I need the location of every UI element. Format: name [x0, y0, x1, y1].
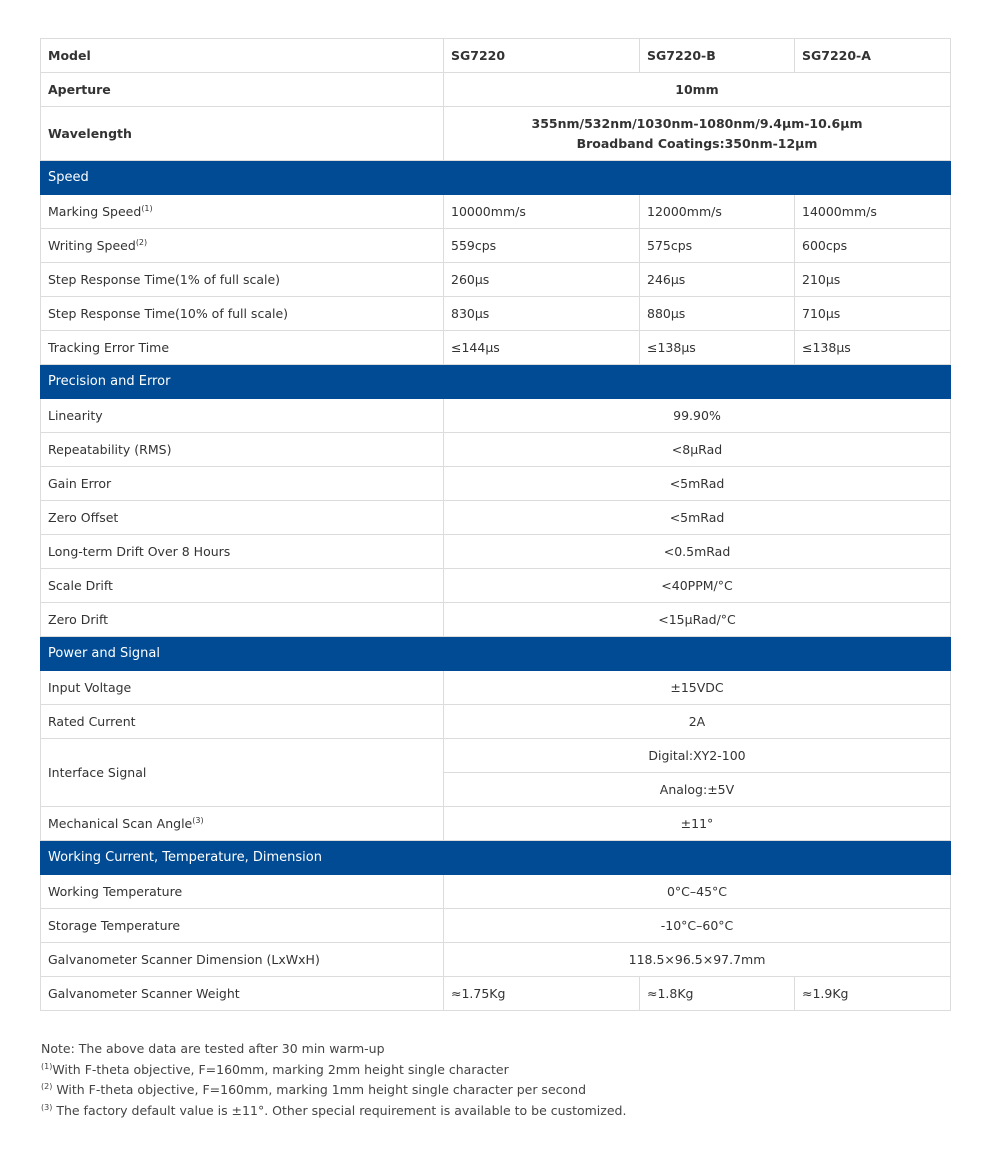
- repeatability-value: <8μRad: [444, 433, 951, 467]
- table-row: [41, 909, 951, 943]
- note-line: Note: The above data are tested after 30 min warm-up: [41, 1041, 385, 1056]
- step-response-1-sg7220-b: 246μs: [640, 263, 795, 297]
- scan-angle-value: ±11°: [444, 807, 951, 841]
- storage-temperature-label: Storage Temperature: [41, 909, 444, 943]
- marking-speed-label: Marking Speed$^{(1)}$: [41, 195, 444, 229]
- rated-current-label: Rated Current: [41, 705, 444, 739]
- footnote-2: $^{(2)}$ With F-theta objective, F=160mm, marking 1mm height single character per second: [41, 1081, 587, 1097]
- scanner-weight-sg7220: ≈1.75Kg: [444, 977, 640, 1011]
- wavelength-value: [444, 107, 951, 161]
- model-sg7220: SG7220: [444, 39, 640, 73]
- table-row: [41, 535, 951, 569]
- footnote-ref-3: (3): [192, 815, 204, 825]
- zero-drift-label: Zero Drift: [41, 603, 444, 637]
- table-row: [41, 875, 951, 909]
- writing-speed-sg7220-b: 575cps: [640, 229, 795, 263]
- section-precision: [41, 365, 951, 399]
- scan-angle-label: Mechanical Scan Angle$^{(3)}$: [41, 807, 444, 841]
- footnote-ref-2: (2): [135, 237, 148, 247]
- interface-digital-value: Digital:XY2-100: [444, 739, 951, 773]
- table-row: [41, 263, 951, 297]
- tracking-error-sg7220-b: ≤138μs: [640, 331, 795, 365]
- zero-offset-value: <5mRad: [444, 501, 951, 535]
- aperture-row: [41, 73, 951, 107]
- scanner-dimension-value: 118.5×96.5×97.7mm: [444, 943, 951, 977]
- step-response-1-label: Step Response Time(1% of full scale): [41, 263, 444, 297]
- interface-analog-value: Analog:±5V: [444, 773, 951, 807]
- step-response-1-sg7220: 260μs: [444, 263, 640, 297]
- section-title-power: Power and Signal: [41, 637, 951, 671]
- model-sg7220-b: SG7220-B: [640, 39, 795, 73]
- table-row: [41, 603, 951, 637]
- tracking-error-label: Tracking Error Time: [41, 331, 444, 365]
- long-term-drift-label: Long-term Drift Over 8 Hours: [41, 535, 444, 569]
- scanner-dimension-label: Galvanometer Scanner Dimension (LxWxH): [41, 943, 444, 977]
- table-row: [41, 569, 951, 603]
- marking-speed-sg7220-b: 12000mm/s: [640, 195, 795, 229]
- section-title-working: Working Current, Temperature, Dimension: [41, 841, 951, 875]
- specification-table: [40, 38, 951, 1011]
- model-label: Model: [41, 39, 444, 73]
- repeatability-label: Repeatability (RMS): [41, 433, 444, 467]
- writing-speed-sg7220: 559cps: [444, 229, 640, 263]
- table-row: [41, 943, 951, 977]
- wavelength-row: [41, 107, 951, 161]
- table-row: [41, 229, 951, 263]
- marking-speed-sg7220: 10000mm/s: [444, 195, 640, 229]
- step-response-10-sg7220-a: 710μs: [795, 297, 951, 331]
- table-row: [41, 739, 951, 773]
- gain-error-label: Gain Error: [41, 467, 444, 501]
- zero-drift-value: <15μRad/°C: [444, 603, 951, 637]
- zero-offset-label: Zero Offset: [41, 501, 444, 535]
- scanner-weight-sg7220-a: ≈1.9Kg: [795, 977, 951, 1011]
- table-row: [41, 331, 951, 365]
- tracking-error-sg7220: ≤144μs: [444, 331, 640, 365]
- step-response-10-sg7220: 830μs: [444, 297, 640, 331]
- section-working: [41, 841, 951, 875]
- wavelength-label: Wavelength: [41, 107, 444, 161]
- long-term-drift-value: <0.5mRad: [444, 535, 951, 569]
- footnotes: [41, 1039, 951, 1121]
- wavelength-line-2: Broadband Coatings:350nm-12μm: [576, 135, 818, 151]
- table-row: [41, 807, 951, 841]
- tracking-error-sg7220-a: ≤138μs: [795, 331, 951, 365]
- input-voltage-label: Input Voltage: [41, 671, 444, 705]
- aperture-label: Aperture: [41, 73, 444, 107]
- footnote-1: $^{(1)}$With F-theta objective, F=160mm, marking 2mm height single character: [41, 1061, 509, 1077]
- rated-current-value: 2A: [444, 705, 951, 739]
- section-title-precision: Precision and Error: [41, 365, 951, 399]
- spec-table-container: [40, 38, 950, 1011]
- writing-speed-sg7220-a: 600cps: [795, 229, 951, 263]
- footnote-ref-1: (1): [141, 203, 153, 213]
- model-row: [41, 39, 951, 73]
- step-response-10-label: Step Response Time(10% of full scale): [41, 297, 444, 331]
- table-row: [41, 501, 951, 535]
- table-row: [41, 705, 951, 739]
- working-temperature-label: Working Temperature: [41, 875, 444, 909]
- writing-speed-label: Writing Speed$^{(2)}$: [41, 229, 444, 263]
- footnote-3: $^{(3)}$ The factory default value is ±11°. Other special requirement is available to be customized.: [41, 1102, 627, 1118]
- section-speed: [41, 161, 951, 195]
- scanner-weight-label: Galvanometer Scanner Weight: [41, 977, 444, 1011]
- table-row: [41, 671, 951, 705]
- section-title-speed: Speed: [41, 161, 951, 195]
- table-row: [41, 297, 951, 331]
- linearity-value: 99.90%: [444, 399, 951, 433]
- gain-error-value: <5mRad: [444, 467, 951, 501]
- scale-drift-label: Scale Drift: [41, 569, 444, 603]
- table-row: [41, 977, 951, 1011]
- table-row: [41, 433, 951, 467]
- interface-signal-label: Interface Signal: [41, 739, 444, 807]
- aperture-value: 10mm: [444, 73, 951, 107]
- storage-temperature-value: -10°C–60°C: [444, 909, 951, 943]
- marking-speed-sg7220-a: 14000mm/s: [795, 195, 951, 229]
- table-row: [41, 399, 951, 433]
- table-row: [41, 467, 951, 501]
- scanner-weight-sg7220-b: ≈1.8Kg: [640, 977, 795, 1011]
- step-response-10-sg7220-b: 880μs: [640, 297, 795, 331]
- section-power: [41, 637, 951, 671]
- model-sg7220-a: SG7220-A: [795, 39, 951, 73]
- wavelength-line-1: 355nm/532nm/1030nm-1080nm/9.4μm-10.6μm: [531, 115, 863, 131]
- table-row: [41, 195, 951, 229]
- linearity-label: Linearity: [41, 399, 444, 433]
- step-response-1-sg7220-a: 210μs: [795, 263, 951, 297]
- scale-drift-value: <40PPM/°C: [444, 569, 951, 603]
- working-temperature-value: 0°C–45°C: [444, 875, 951, 909]
- input-voltage-value: ±15VDC: [444, 671, 951, 705]
